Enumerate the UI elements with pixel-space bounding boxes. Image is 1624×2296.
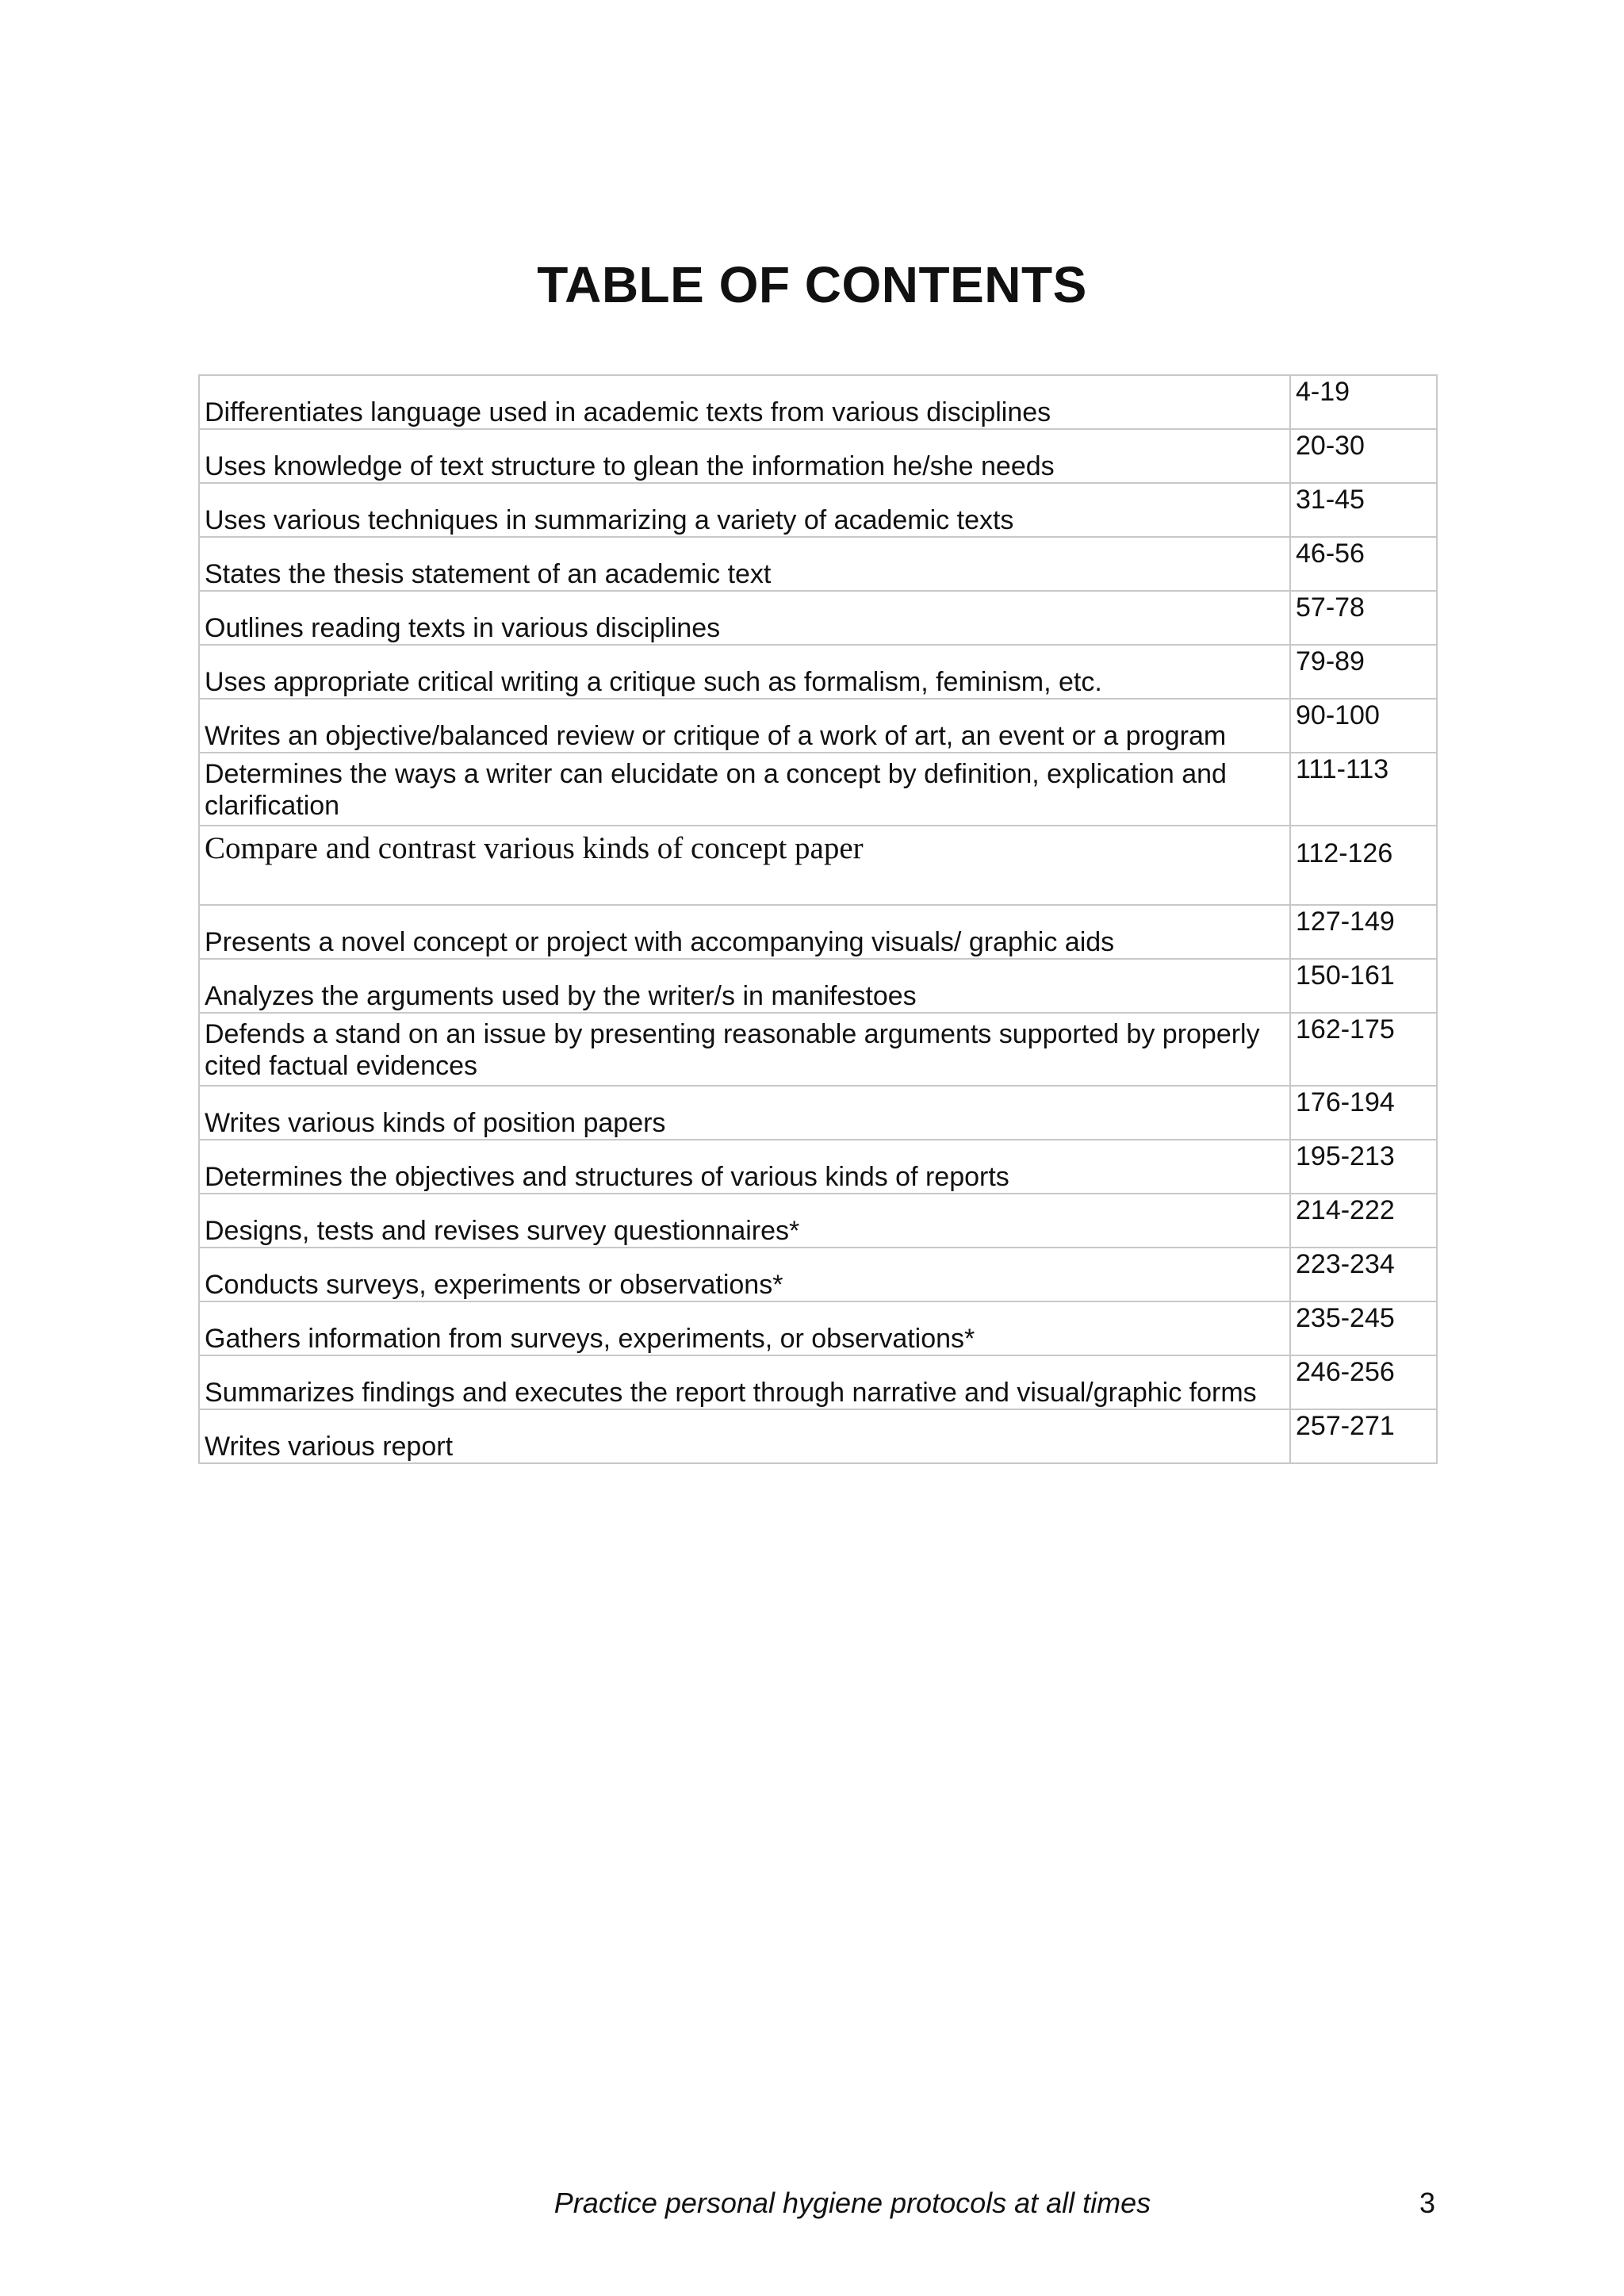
table-row (199, 645, 1437, 699)
entry-pages: 150-161 (1290, 959, 1437, 1013)
entry-topic: Conducts surveys, experiments or observations* (199, 1248, 1290, 1301)
entry-topic: Writes various report (199, 1409, 1290, 1463)
entry-topic: Differentiates language used in academic texts from various disciplines (199, 375, 1290, 429)
table-row (199, 753, 1437, 826)
entry-pages: 223-234 (1290, 1248, 1437, 1301)
entry-topic: Defends a stand on an issue by presenting reasonable arguments supported by properly cited factual evidences (199, 1013, 1290, 1086)
footer-text: Practice personal hygiene protocols at all times (553, 2187, 1151, 2219)
entry-pages: 31-45 (1290, 483, 1437, 537)
table-row (199, 905, 1437, 959)
entry-pages: 46-56 (1290, 537, 1437, 591)
table-row (199, 1140, 1437, 1194)
entry-pages: 79-89 (1290, 645, 1437, 699)
entry-topic: Uses various techniques in summarizing a variety of academic texts (199, 483, 1290, 537)
table-row (199, 1086, 1437, 1140)
entry-topic: Summarizes findings and executes the report through narrative and visual/graphic forms (199, 1355, 1290, 1409)
entry-topic: States the thesis statement of an academic text (199, 537, 1290, 591)
entry-pages: 246-256 (1290, 1355, 1437, 1409)
table-row (199, 1013, 1437, 1086)
entry-topic: Designs, tests and revises survey questionnaires* (199, 1194, 1290, 1248)
entry-topic: Determines the objectives and structures of various kinds of reports (199, 1140, 1290, 1194)
table-row (199, 1194, 1437, 1248)
entry-pages: 235-245 (1290, 1301, 1437, 1355)
entry-pages: 127-149 (1290, 905, 1437, 959)
entry-topic: Gathers information from surveys, experiments, or observations* (199, 1301, 1290, 1355)
entry-pages: 57-78 (1290, 591, 1437, 645)
entry-pages: 176-194 (1290, 1086, 1437, 1140)
entry-pages: 111-113 (1290, 753, 1437, 826)
entry-pages: 20-30 (1290, 429, 1437, 483)
table-row (199, 1409, 1437, 1463)
entry-topic: Uses appropriate critical writing a critique such as formalism, feminism, etc. (199, 645, 1290, 699)
entry-topic: Presents a novel concept or project with accompanying visuals/ graphic aids (199, 905, 1290, 959)
table-row (199, 959, 1437, 1013)
entry-topic: Compare and contrast various kinds of concept paper (199, 826, 1290, 905)
entry-pages: 90-100 (1290, 699, 1437, 753)
table-row (199, 1248, 1437, 1301)
entry-pages: 257-271 (1290, 1409, 1437, 1463)
entry-topic: Writes various kinds of position papers (199, 1086, 1290, 1140)
table-row (199, 1355, 1437, 1409)
table-row (199, 1301, 1437, 1355)
table-row (199, 699, 1437, 753)
page-title: TABLE OF CONTENTS (537, 256, 1087, 313)
table-row (199, 483, 1437, 537)
entry-topic: Uses knowledge of text structure to glean the information he/she needs (199, 429, 1290, 483)
table-row (199, 591, 1437, 645)
table-of-contents (198, 374, 1438, 1464)
table-row (199, 537, 1437, 591)
entry-topic: Writes an objective/balanced review or critique of a work of art, an event or a program (199, 699, 1290, 753)
entry-pages: 214-222 (1290, 1194, 1437, 1248)
entry-topic: Determines the ways a writer can elucidate on a concept by definition, explication and clarification (199, 753, 1290, 826)
entry-pages: 195-213 (1290, 1140, 1437, 1194)
entry-pages: 162-175 (1290, 1013, 1437, 1086)
entry-pages: 4-19 (1290, 375, 1437, 429)
table-row (199, 375, 1437, 429)
entry-topic: Outlines reading texts in various disciplines (199, 591, 1290, 645)
table-row (199, 826, 1437, 905)
table-row (199, 429, 1437, 483)
entry-topic: Analyzes the arguments used by the writer/s in manifestoes (199, 959, 1290, 1013)
page-number: 3 (1419, 2187, 1436, 2219)
entry-pages: 112-126 (1290, 826, 1437, 905)
